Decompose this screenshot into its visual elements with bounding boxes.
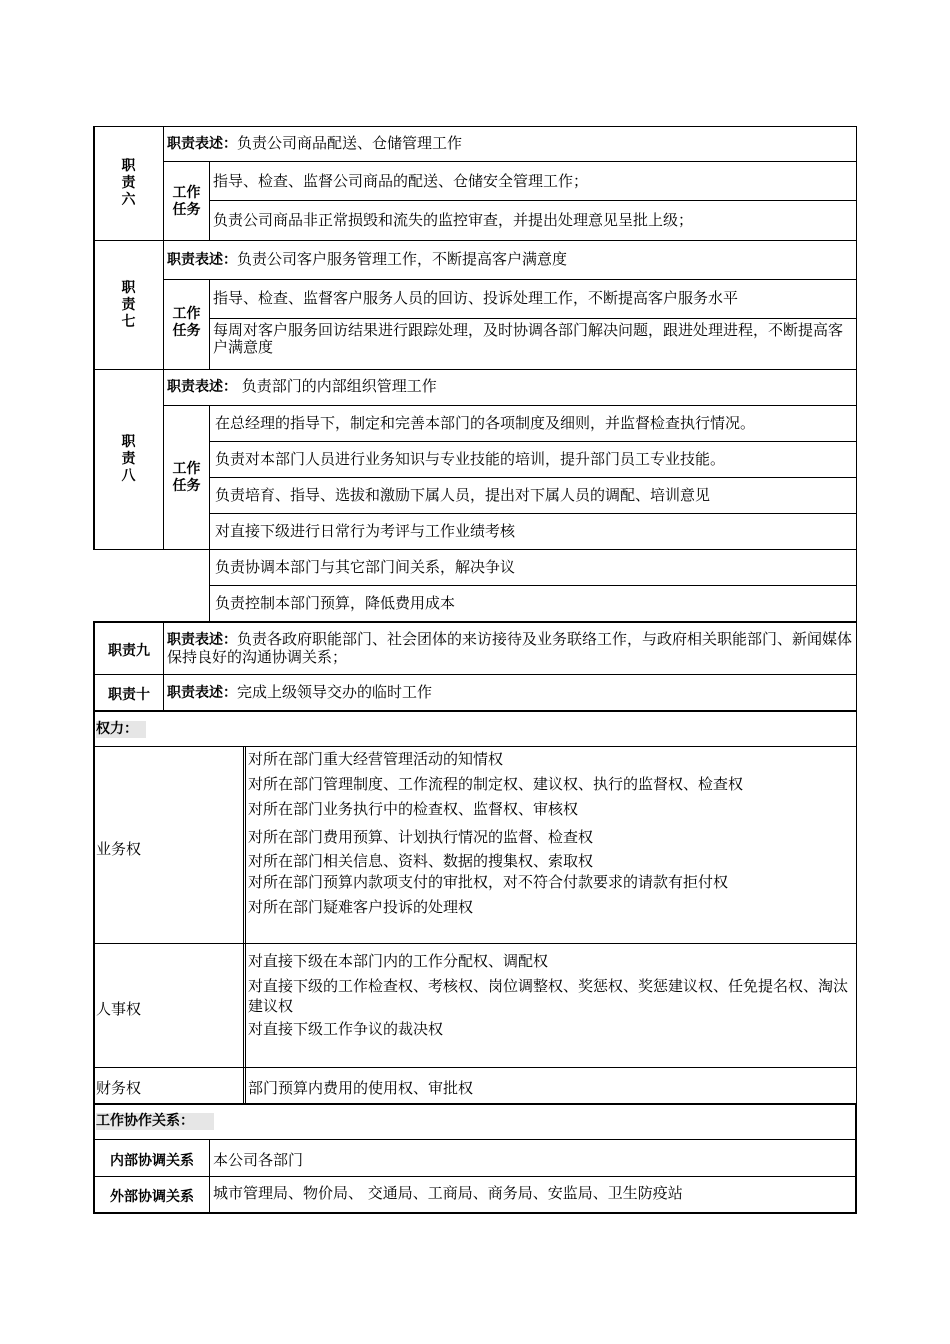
business-power-2: 对所在部门管理制度、工作流程的制定权、建议权、执行的监督权、检查权 <box>248 775 744 793</box>
duty7-statement: 职责表述：负责公司客户服务管理工作，不断提高客户满意度 <box>167 250 568 268</box>
duty6-label: 职 责 六 <box>121 158 136 208</box>
duty7-tasks-label: 工作 任务 <box>172 306 201 339</box>
duty9-label: 职责九 <box>108 643 150 659</box>
duty8-task-6: 负责控制本部门预算，降低费用成本 <box>215 594 456 612</box>
business-power-6: 对所在部门预算内款项支付的审批权，对不符合付款要求的请款有拒付权 <box>248 873 729 891</box>
internal-relations-value: 本公司各部门 <box>213 1151 304 1169</box>
duty8-task-5: 负责协调本部门与其它部门间关系，解决争议 <box>215 558 516 576</box>
personnel-power-2: 对直接下级的工作检查权、考核权、岗位调整权、奖惩权、奖惩建议权、任免提名权、淘汰建议权 <box>248 977 849 1015</box>
duty8-tasks-label: 工作 任务 <box>172 461 201 494</box>
duty6-task-1: 指导、检查、监督公司商品的配送、仓储安全管理工作； <box>213 172 589 190</box>
business-power-1: 对所在部门重大经营管理活动的知情权 <box>248 750 504 768</box>
duty7-task-2: 每周对客户服务回访结果进行跟踪处理，及时协调各部门解决问题，跟进处理进程，不断提高客户满意度 <box>213 321 844 356</box>
relations-title: 工作协作关系： <box>96 1113 214 1130</box>
business-power-4: 对所在部门费用预算、计划执行情况的监督、检查权 <box>248 828 594 846</box>
internal-relations-label: 内部协调关系 <box>110 1153 194 1169</box>
duty6-tasks-label: 工作 任务 <box>172 185 201 218</box>
duty8-task-2: 负责对本部门人员进行业务知识与专业技能的培训，提升部门员工专业技能。 <box>215 450 726 468</box>
personnel-power-1: 对直接下级在本部门内的工作分配权、调配权 <box>248 952 549 970</box>
duty8-task-1: 在总经理的指导下，制定和完善本部门的各项制度及细则，并监督检查执行情况。 <box>215 414 756 432</box>
duty9-statement: 职责表述：负责各政府职能部门、社会团体的来访接待及业务联络工作，与政府相关职能部门、新闻媒体保持良好的沟通协调关系； <box>167 630 853 666</box>
external-relations-value: 城市管理局、物价局、 交通局、工商局、商务局、安监局、卫生防疫站 <box>213 1184 683 1202</box>
powers-title: 权力： <box>96 721 146 738</box>
duty10-label: 职责十 <box>108 687 150 703</box>
duty8-label: 职 责 八 <box>121 434 136 484</box>
duty8-task-3: 负责培育、指导、选拔和激励下属人员，提出对下属人员的调配、培训意见 <box>215 486 711 504</box>
finance-power-1: 部门预算内费用的使用权、审批权 <box>248 1079 474 1097</box>
duty7-label: 职 责 七 <box>121 280 136 330</box>
duty6-task-2: 负责公司商品非正常损毁和流失的监控审查，并提出处理意见呈批上级； <box>213 211 694 229</box>
personnel-power-3: 对直接下级工作争议的裁决权 <box>248 1020 444 1038</box>
duty8-task-4: 对直接下级进行日常行为考评与工作业绩考核 <box>215 522 516 540</box>
business-power-7: 对所在部门疑难客户投诉的处理权 <box>248 898 474 916</box>
business-power-3: 对所在部门业务执行中的检查权、监督权、审核权 <box>248 800 579 818</box>
business-power-label: 业务权 <box>96 840 142 858</box>
finance-power-label: 财务权 <box>96 1079 142 1097</box>
business-power-5: 对所在部门相关信息、资料、数据的搜集权、索取权 <box>248 852 594 870</box>
personnel-power-label: 人事权 <box>96 1000 142 1018</box>
duty7-task-1: 指导、检查、监督客户服务人员的回访、投诉处理工作，不断提高客户服务水平 <box>213 289 739 307</box>
duty8-statement: 职责表述： 负责部门的内部组织管理工作 <box>167 377 437 395</box>
external-relations-label: 外部协调关系 <box>110 1189 194 1205</box>
duty10-statement: 职责表述：完成上级领导交办的临时工作 <box>167 683 433 701</box>
duty6-statement: 职责表述：负责公司商品配送、仓储管理工作 <box>167 134 463 152</box>
